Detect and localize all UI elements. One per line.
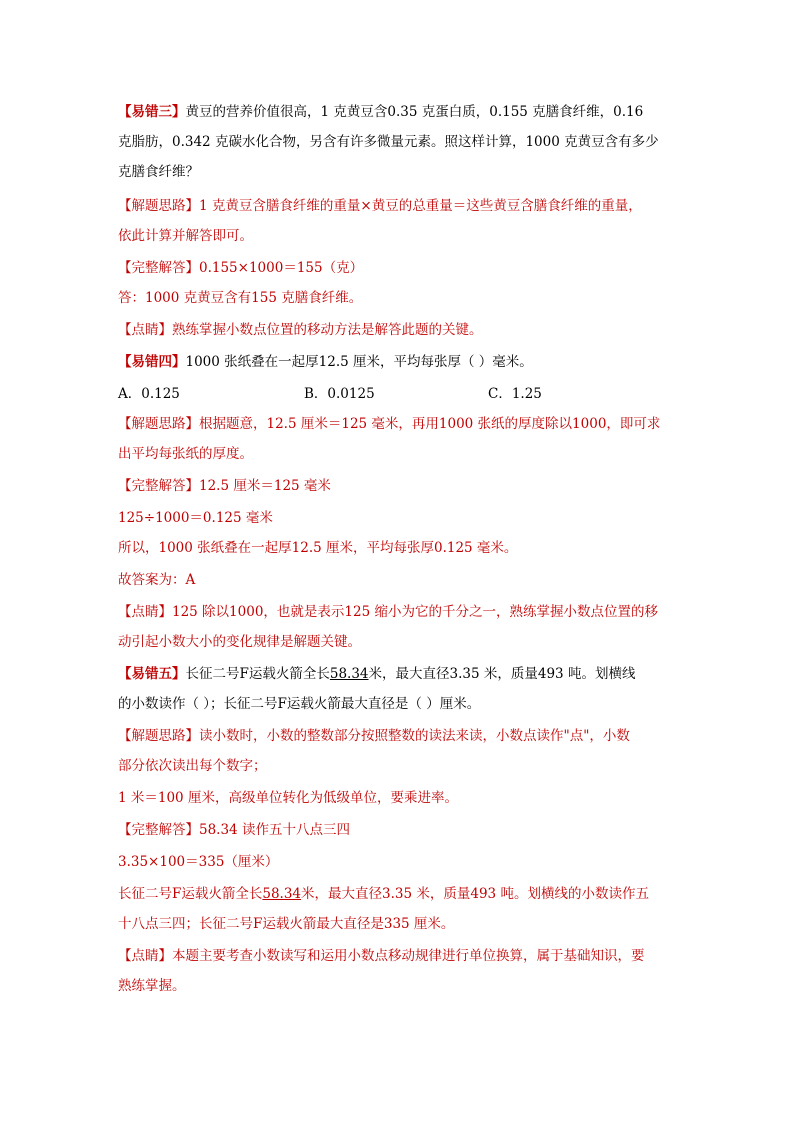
problem4-thinking-line2: 出平均每张纸的厚度。 <box>118 446 253 462</box>
problem5-answer-tag: 【完整解答】 <box>118 822 199 838</box>
problem5-answer-line2: 3.35×100＝335（厘米） <box>118 854 279 870</box>
problem4-question-line1: 【易错四】1000 张纸叠在一起厚12.5 厘米，平均每张厚（ ）毫米。 <box>118 354 533 370</box>
problem4-answer-line2: 125÷1000＝0.125 毫米 <box>118 510 273 526</box>
problem5-thinking-line3: 1 米＝100 厘米，高级单位转化为低级单位，要乘进率。 <box>118 790 458 806</box>
problem3-answer-line2: 答：1000 克黄豆含有155 克膳食纤维。 <box>118 290 363 306</box>
problem4-comment-line1: 【点睛】125 除以1000，也就是表示125 缩小为它的千分之一，熟练掌握小数点位置的移 <box>118 604 658 620</box>
problem5-answer-line1: 【完整解答】58.34 读作五十八点三四 <box>118 822 350 838</box>
problem4-answer-line3: 所以，1000 张纸叠在一起厚12.5 厘米，平均每张厚0.125 毫米。 <box>118 540 518 556</box>
problem5-question-line2: 的小数读作（ ）；长征二号F运载火箭最大直径是（ ）厘米。 <box>118 696 481 712</box>
problem5-comment-tag: 【点睛】 <box>118 948 172 964</box>
problem5-answer-line3: 长征二号F运载火箭全长58.34米，最大直径3.35 米，质量493 吨。划横线的小数读作五 <box>118 886 649 902</box>
problem5-tag: 【易错五】 <box>118 666 186 682</box>
problem5-comment-line1: 【点睛】本题主要考查小数读写和运用小数点移动规律进行单位换算，属于基础知识，要 <box>118 948 645 964</box>
problem5-thinking-line1: 【解题思路】读小数时，小数的整数部分按照整数的读法来读，小数点读作"点"，小数 <box>118 728 630 744</box>
problem3-thinking-line1: 【解题思路】1 克黄豆含膳食纤维的重量×黄豆的总重量＝这些黄豆含膳食纤维的重量， <box>118 198 642 214</box>
problem4-option-b: B．0.0125 <box>304 386 375 402</box>
problem4-comment-tag: 【点睛】 <box>118 604 172 620</box>
problem5-question-line1: 【易错五】长征二号F运载火箭全长58.34米，最大直径3.35 米，质量493 吨。划横线 <box>118 666 636 682</box>
problem3-thinking-line2: 依此计算并解答即可。 <box>118 228 253 244</box>
problem3-tag: 【易错三】 <box>118 104 186 120</box>
underlined-number: 58.34 <box>329 666 369 682</box>
problem3-comment-line1: 【点睛】熟练掌握小数点位置的移动方法是解答此题的关键。 <box>118 322 483 338</box>
problem4-answer-line4: 故答案为：A <box>118 572 196 588</box>
problem3-thinking-tag: 【解题思路】 <box>118 198 199 214</box>
problem3-comment-tag: 【点睛】 <box>118 322 172 338</box>
problem5-thinking-line2: 部分依次读出每个数字； <box>118 758 267 774</box>
problem3-question-line1: 【易错三】黄豆的营养价值很高，1 克黄豆含0.35 克蛋白质，0.155 克膳食纤维，0.16 <box>118 104 644 120</box>
problem5-thinking-tag: 【解题思路】 <box>118 728 199 744</box>
underlined-number: 58.34 <box>262 886 302 902</box>
problem4-options <box>118 384 678 404</box>
problem4-answer-tag: 【完整解答】 <box>118 478 199 494</box>
problem4-tag: 【易错四】 <box>118 354 186 370</box>
problem4-option-c: C．1.25 <box>488 386 542 402</box>
problem4-thinking-tag: 【解题思路】 <box>118 416 199 432</box>
problem3-answer-line1: 【完整解答】0.155×1000＝155（克） <box>118 260 364 276</box>
problem5-answer-line4: 十八点三四；长征二号F运载火箭最大直径是335 厘米。 <box>118 916 455 932</box>
problem3-question-line2: 克脂肪，0.342 克碳水化合物，另含有许多微量元素。照这样计算，1000 克黄豆含有多少 <box>118 134 659 150</box>
problem5-comment-line2: 熟练掌握。 <box>118 978 186 994</box>
problem3-question-line3: 克膳食纤维？ <box>118 164 199 180</box>
problem4-option-a: A．0.125 <box>118 386 180 402</box>
problem4-comment-line2: 动引起小数大小的变化规律是解题关键。 <box>118 634 361 650</box>
problem4-answer-line1: 【完整解答】12.5 厘米＝125 毫米 <box>118 478 331 494</box>
problem3-answer-tag: 【完整解答】 <box>118 260 199 276</box>
problem4-thinking-line1: 【解题思路】根据题意，12.5 厘米＝125 毫米，再用1000 张纸的厚度除以1000，即可求 <box>118 416 661 432</box>
